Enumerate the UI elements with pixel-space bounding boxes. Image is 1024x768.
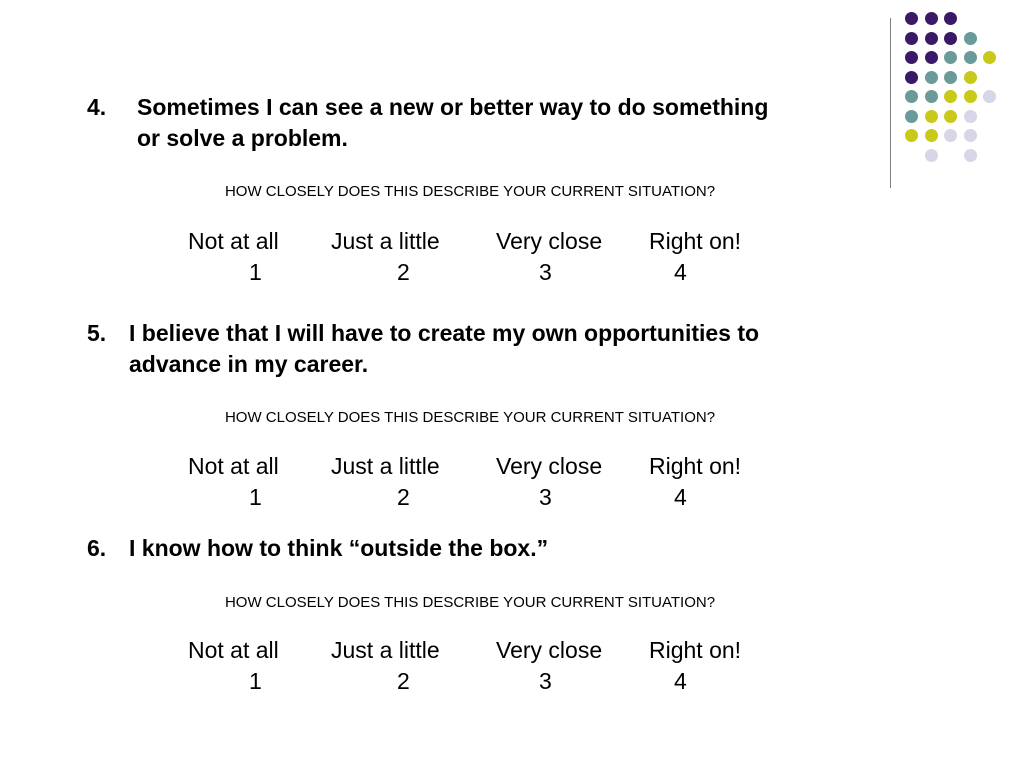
decorative-dot <box>964 51 977 64</box>
decorative-dot <box>905 129 918 142</box>
decorative-dot <box>964 149 977 162</box>
scale-option-label[interactable]: Not at all <box>188 228 279 254</box>
decorative-dot <box>964 90 977 103</box>
scale-option-value[interactable]: 1 <box>249 484 262 510</box>
decorative-dot <box>905 90 918 103</box>
situation-prompt: HOW CLOSELY DOES THIS DESCRIBE YOUR CURRENT SITUATION? <box>224 594 716 611</box>
decorative-dot <box>944 90 957 103</box>
decorative-dot <box>905 71 918 84</box>
question-4 <box>87 92 867 154</box>
decorative-dot <box>944 32 957 45</box>
scale-option-label[interactable]: Just a little <box>331 228 440 254</box>
decorative-dot <box>944 12 957 25</box>
decorative-dot <box>944 129 957 142</box>
dot-grid-decoration <box>905 12 1005 172</box>
question-number: 4. <box>87 94 107 120</box>
question-text-line2: advance in my career. <box>129 351 369 377</box>
scale-option-label[interactable]: Right on! <box>649 228 742 254</box>
decorative-dot <box>925 129 938 142</box>
scale-option-label[interactable]: Not at all <box>188 453 279 479</box>
scale-option-label[interactable]: Very close <box>496 637 603 663</box>
scale-option-value[interactable]: 2 <box>397 484 410 510</box>
scale-option-value[interactable]: 2 <box>397 259 410 285</box>
question-text-line2: or solve a problem. <box>137 125 348 151</box>
decorative-dot <box>925 71 938 84</box>
decorative-dot <box>925 32 938 45</box>
question-text-line1: Sometimes I can see a new or better way to do something <box>137 94 769 120</box>
decorative-dot <box>983 51 996 64</box>
decorative-dot <box>925 12 938 25</box>
decorative-dot <box>964 32 977 45</box>
decorative-dot <box>905 110 918 123</box>
decorative-dot <box>964 71 977 84</box>
scale-option-value[interactable]: 3 <box>539 259 552 285</box>
decorative-dot <box>983 90 996 103</box>
scale-option-value[interactable]: 2 <box>397 668 410 694</box>
situation-prompt: HOW CLOSELY DOES THIS DESCRIBE YOUR CURRENT SITUATION? <box>224 183 716 200</box>
vertical-divider <box>890 18 891 188</box>
scale-option-label[interactable]: Very close <box>496 453 603 479</box>
decorative-dot <box>925 90 938 103</box>
scale-option-value[interactable]: 4 <box>674 259 687 285</box>
scale-option-value[interactable]: 1 <box>249 668 262 694</box>
decorative-dot <box>964 110 977 123</box>
decorative-dot <box>905 32 918 45</box>
decorative-dot <box>925 51 938 64</box>
scale-option-label[interactable]: Right on! <box>649 637 742 663</box>
situation-prompt: HOW CLOSELY DOES THIS DESCRIBE YOUR CURRENT SITUATION? <box>224 409 716 426</box>
scale-option-value[interactable]: 4 <box>674 668 687 694</box>
question-6 <box>87 533 867 564</box>
decorative-dot <box>925 149 938 162</box>
question-number: 5. <box>87 320 107 346</box>
decorative-dot <box>925 110 938 123</box>
decorative-dot <box>964 129 977 142</box>
decorative-dot <box>905 12 918 25</box>
question-text-line1: I know how to think “outside the box.” <box>129 535 549 561</box>
question-text-line1: I believe that I will have to create my own opportunities to <box>129 320 760 346</box>
scale-option-value[interactable]: 1 <box>249 259 262 285</box>
decorative-dot <box>944 51 957 64</box>
question-5 <box>87 318 867 380</box>
scale-option-value[interactable]: 3 <box>539 484 552 510</box>
scale-option-label[interactable]: Just a little <box>331 637 440 663</box>
decorative-dot <box>905 51 918 64</box>
scale-option-label[interactable]: Just a little <box>331 453 440 479</box>
scale-option-value[interactable]: 4 <box>674 484 687 510</box>
decorative-dot <box>944 110 957 123</box>
question-number: 6. <box>87 535 107 561</box>
scale-option-label[interactable]: Very close <box>496 228 603 254</box>
decorative-dot <box>944 71 957 84</box>
scale-option-label[interactable]: Right on! <box>649 453 742 479</box>
scale-option-label[interactable]: Not at all <box>188 637 279 663</box>
scale-option-value[interactable]: 3 <box>539 668 552 694</box>
